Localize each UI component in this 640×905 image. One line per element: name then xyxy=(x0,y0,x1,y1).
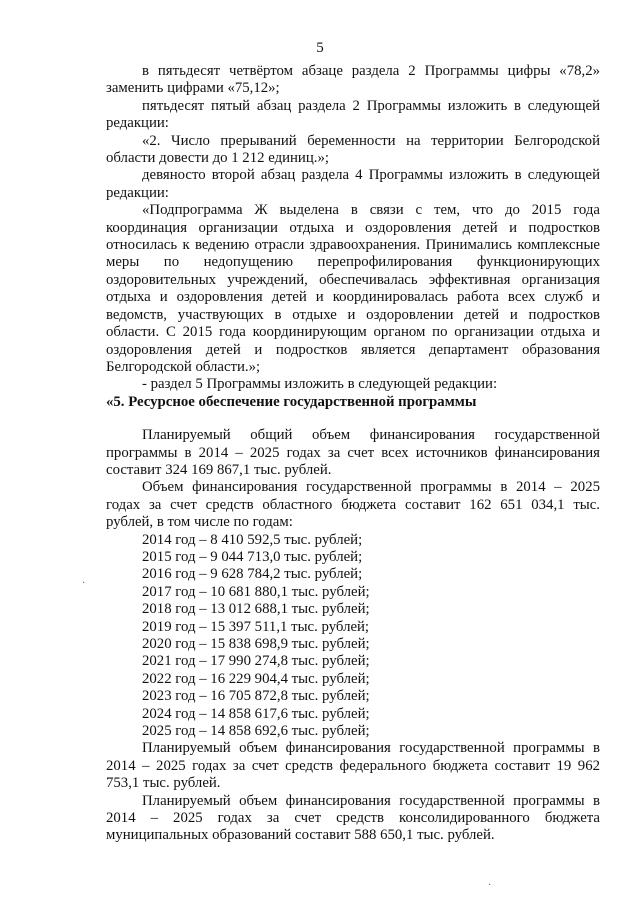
list-item: 2015 год – 9 044 713,0 тыс. рублей; xyxy=(142,548,363,565)
paragraph-amend-55: пятьдесят пятый абзац раздела 2 Программы изложить в следующей редакции: xyxy=(106,97,600,132)
paragraph-amend-54: в пятьдесят четвёртом абзаце раздела 2 Программы цифры «78,2» заменить цифрами «75,12»; xyxy=(106,63,600,97)
list-item: 2023 год – 16 705 872,8 тыс. рублей; xyxy=(142,688,370,705)
paragraph-amend-92: девяносто второй абзац раздела 4 Программы изложить в следующей редакции: xyxy=(106,167,600,201)
section-heading: «5. Ресурсное обеспечение государственной программы xyxy=(106,393,477,410)
list-item: 2025 год – 14 858 692,6 тыс. рублей; xyxy=(142,723,370,740)
list-item: 2020 год – 15 838 698,9 тыс. рублей; xyxy=(142,636,370,652)
funding-by-year-list xyxy=(106,532,600,741)
paragraph-quote-abortions: «2. Число прерываний беременности на территории Белгородской области довести до 1 212 единиц.»; xyxy=(106,132,600,167)
list-item: 2018 год – 13 012 688,1 тыс. рублей; xyxy=(142,601,370,618)
list-item: 2024 год – 14 858 617,6 тыс. рублей; xyxy=(142,705,370,722)
paragraph-federal-funding: Планируемый объем финансирования государственной программы в 2014 – 2025 годах за счет средств федерального бюджета составит 19 962 753,1 тыс. рублей. xyxy=(106,740,600,792)
list-item: 2017 год – 10 681 880,1 тыс. рублей; xyxy=(142,583,370,600)
paragraph-total-funding: Планируемый общий объем финансирования государственной программы в 2014 – 2025 годах за счет всех источников финансирования составит 324 169 867,1 тыс. рублей. xyxy=(106,427,600,478)
paragraph-municipal-funding: Планируемый объем финансирования государственной программы в 2014 – 2025 годах за счет средств консолидированного бюджета муниципальных образований составит 588 650,1 тыс. рублей. xyxy=(106,792,600,844)
list-item: 2022 год – 16 229 904,4 тыс. рублей; xyxy=(142,670,370,687)
list-item: 2016 год – 9 628 784,2 тыс. рублей; xyxy=(142,566,363,583)
scan-speck: · xyxy=(82,578,86,589)
scan-speck: · xyxy=(488,880,492,891)
paragraph-section5-intro: - раздел 5 Программы изложить в следующей редакции: xyxy=(142,376,498,393)
paragraph-regional-funding: Объем финансирования государственной программы в 2014 – 2025 годах за счет средств областного бюджета составит 162 651 034,1 тыс. рублей, в том числе по годам: xyxy=(106,479,600,531)
list-item: 2019 год – 15 397 511,1 тыс. рублей; xyxy=(142,618,370,635)
list-item: 2014 год – 8 410 592,5 тыс. рублей; xyxy=(142,531,363,548)
page-number: 5 xyxy=(316,40,324,56)
list-item: 2021 год – 17 990 274,8 тыс. рублей; xyxy=(142,653,370,670)
paragraph-quote-subprogram: «Подпрограмма Ж выделена в связи с тем, что до 2015 года координация организации отдыха и оздоровления детей и подростков относилась к ведению отрасли здравоохранения. Принимались комплексные меры по недопущению перепрофилирования функционирующих оздоровительных учреждений, обеспечивалась эффективная организация отдыха и оздоровления детей и координировалась работа всех служб и ведомств, участвующих в отдыхе и оздоровлении детей и подростков области. С 2015 года координирующим органом по организации отдыха и оздоровления детей и подростков является департамент образования Белгородской области.»; xyxy=(106,202,600,375)
document-body xyxy=(106,63,600,845)
